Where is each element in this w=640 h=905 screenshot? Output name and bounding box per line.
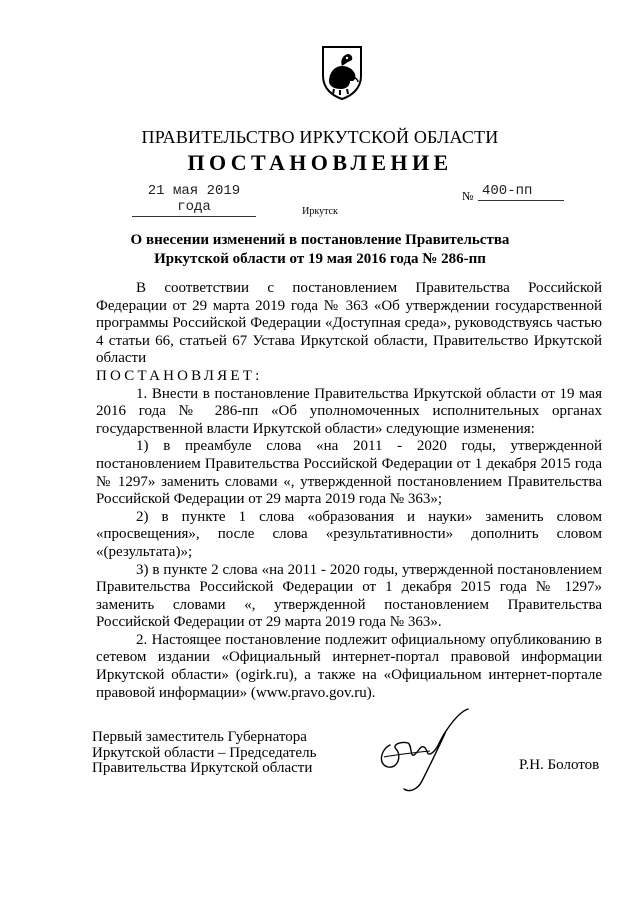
number-sign: №: [462, 189, 474, 203]
handwritten-signature: [370, 705, 480, 795]
document-type: ПОСТАНОВЛЕНИЕ: [187, 150, 453, 175]
signer-position-line-2: Иркутской области – Председатель: [92, 744, 317, 761]
document-title: [80, 231, 560, 269]
document-body: [96, 280, 602, 702]
item-1-1-paragraph: 1) в преамбуле слова «на 2011 - 2020 годы, утвержденной постановлением Правительства Российской Федерации от 1 декабря 2015 года № 1297» заменить словами «, утвержденной постановлением Правительства Российской Федерации от 29 марта 2019 года № 363»;: [96, 438, 602, 508]
item-1-2-paragraph: 2) в пункте 1 слова «образования и науки» заменить словом «просвещения», после слова «результативности» дополнить словом «(результата)»;: [96, 508, 602, 560]
signer-position-line-3: Правительства Иркутской области: [92, 760, 313, 776]
signer-position-line-1: Первый заместитель Губернатора: [92, 729, 307, 745]
document-date: 21 мая 2019 года: [132, 183, 256, 217]
preamble-paragraph: В соответствии с постановлением Правительства Российской Федерации от 29 марта 2019 года № 363 «Об утверждении государственной программы Российской Федерации «Доступная среда», руководствуясь частью 4 статьи 66, статьей 67 Устава Иркутской области, Правительство Иркутской области: [96, 280, 602, 367]
item-2-paragraph: 2. Настоящее постановление подлежит официальному опубликованию в сетевом издании «Официальный интернет-портал правовой информации Иркутской области» (ogirk.ru), а также на «Официальном интернет-портале правовой информации» (www.pravo.gov.ru).: [96, 631, 602, 701]
item-1-paragraph: 1. Внести в постановление Правительства Иркутской области от 19 мая 2016 года № 286-пп «Об уполномоченных исполнительных органах государственной власти Иркутской области» следующие изменения:: [96, 385, 602, 437]
title-line-1: О внесении изменений в постановление Правительства: [130, 232, 510, 248]
item-1-3-paragraph: 3) в пункте 2 слова «на 2011 - 2020 годы, утвержденной постановлением Правительства Российской Федерации от 1 декабря 2015 года № 1297» заменить словами «, утвержденной постановлением Правительства Российской Федерации от 29 марта 2019 года № 363».: [96, 561, 602, 631]
title-line-2: Иркутской области от 19 мая 2016 года № 286-пп: [154, 251, 486, 267]
document-number: 400-пп: [478, 183, 564, 201]
signer-position: [92, 730, 316, 777]
coat-of-arms-icon: [320, 44, 364, 100]
government-name: ПРАВИТЕЛЬСТВО ИРКУТСКОЙ ОБЛАСТИ: [141, 127, 499, 147]
city-name: Иркутск: [302, 206, 338, 217]
signer-name: Р.Н. Болотов: [519, 757, 600, 773]
decree-word: ПОСТАНОВЛЯЕТ:: [96, 367, 263, 384]
